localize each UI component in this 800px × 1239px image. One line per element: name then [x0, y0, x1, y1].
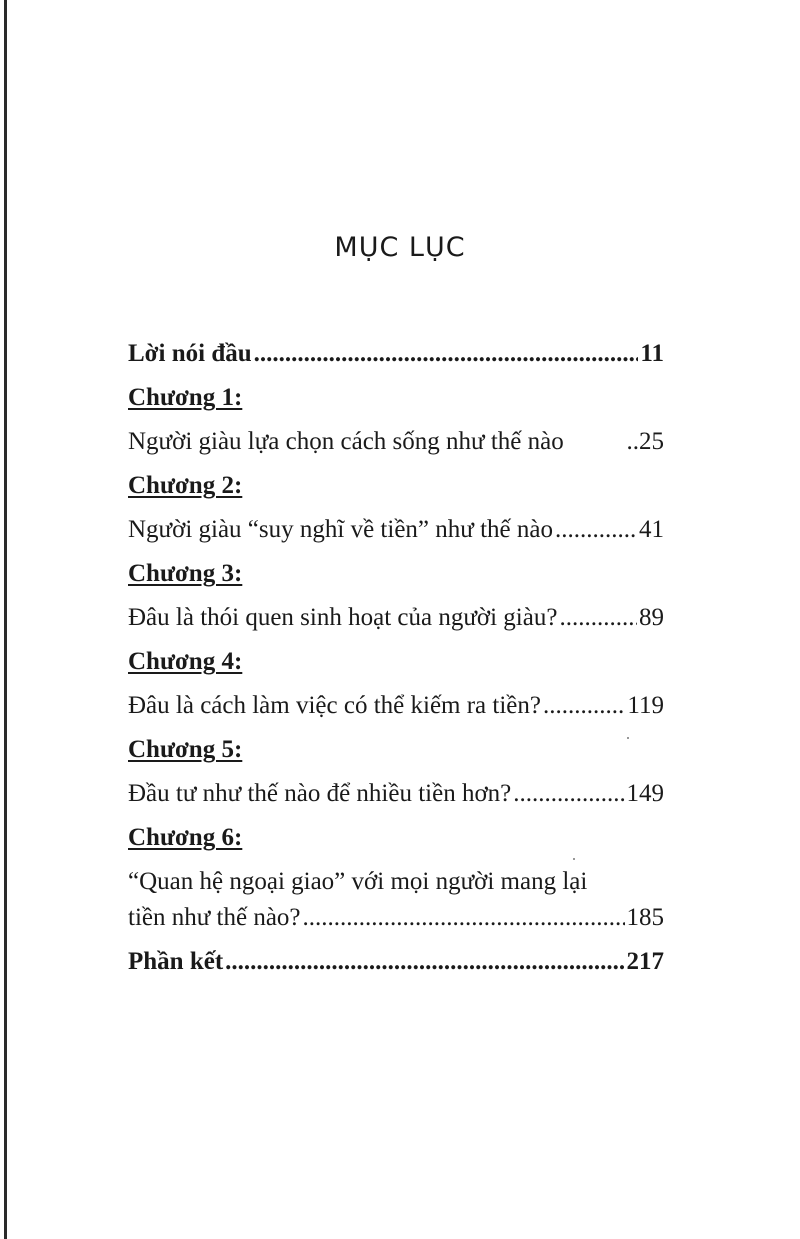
- toc-entry-chapter-5[interactable]: [128, 772, 664, 816]
- chapter-4-heading: [128, 640, 664, 684]
- toc-entry-intro[interactable]: [128, 332, 664, 376]
- toc-entry-chapter-1[interactable]: [128, 420, 664, 464]
- toc-entry-chapter-6-line-1[interactable]: [128, 860, 664, 896]
- toc-entry-chapter-4[interactable]: [128, 684, 664, 728]
- toc-page-number: 119: [627, 692, 664, 719]
- toc-page-number: ..25: [626, 428, 664, 455]
- toc-leader-dots: [513, 772, 624, 816]
- toc-entry-label: Người giàu lựa chọn cách sống như thế nào: [128, 428, 564, 455]
- scan-speck: [573, 858, 575, 860]
- chapter-heading-text: Chương 4:: [128, 648, 243, 675]
- chapter-heading-text: Chương 3:: [128, 560, 243, 587]
- toc-leader-dots: [559, 596, 637, 640]
- toc-leader-dots: [254, 332, 639, 376]
- toc-page-number: 217: [626, 948, 664, 975]
- toc-entry-label: Phần kết: [128, 948, 224, 975]
- toc-entry-label: Đâu là cách làm việc có thể kiếm ra tiền?: [128, 692, 541, 719]
- toc-leader-dots: [543, 684, 625, 728]
- toc-entry-chapter-6[interactable]: [128, 896, 664, 940]
- toc-leader-dots: [555, 508, 637, 552]
- chapter-heading-text: Chương 6:: [128, 824, 243, 851]
- toc-entry-label: Người giàu “suy nghĩ về tiền” như thế nào: [128, 516, 553, 543]
- toc-entry-label: Đầu tư như thế nào để nhiều tiền hơn?: [128, 780, 512, 807]
- toc-entry-outro[interactable]: [128, 940, 664, 984]
- table-of-contents: [128, 332, 664, 984]
- toc-entry-chapter-3[interactable]: [128, 596, 664, 640]
- toc-page-number: 185: [626, 904, 664, 931]
- chapter-3-heading: [128, 552, 664, 596]
- toc-entry-label: “Quan hệ ngoại giao” với mọi người mang lại: [128, 868, 588, 895]
- chapter-5-heading: [128, 728, 664, 772]
- chapter-1-heading: [128, 376, 664, 420]
- toc-entry-label: Lời nói đầu: [128, 340, 252, 367]
- toc-entry-label: Đâu là thói quen sinh hoạt của người giàu?: [128, 604, 558, 631]
- toc-leader-dots: [303, 896, 625, 940]
- chapter-heading-text: Chương 1:: [128, 384, 243, 411]
- toc-page-number: 41: [639, 516, 664, 543]
- page-edge-shadow: [4, 0, 7, 1239]
- page-title: MỤC LỤC: [334, 232, 466, 263]
- toc-entry-chapter-2[interactable]: [128, 508, 664, 552]
- chapter-2-heading: [128, 464, 664, 508]
- chapter-heading-text: Chương 5:: [128, 736, 243, 763]
- toc-entry-label: tiền như thế nào?: [128, 904, 301, 931]
- toc-page-number: 149: [626, 780, 664, 807]
- toc-page-number: 11: [640, 340, 664, 367]
- chapter-6-heading: [128, 816, 664, 860]
- chapter-heading-text: Chương 2:: [128, 472, 243, 499]
- toc-page-number: 89: [639, 604, 664, 631]
- toc-leader-dots: [225, 940, 624, 984]
- scan-speck: [627, 737, 629, 739]
